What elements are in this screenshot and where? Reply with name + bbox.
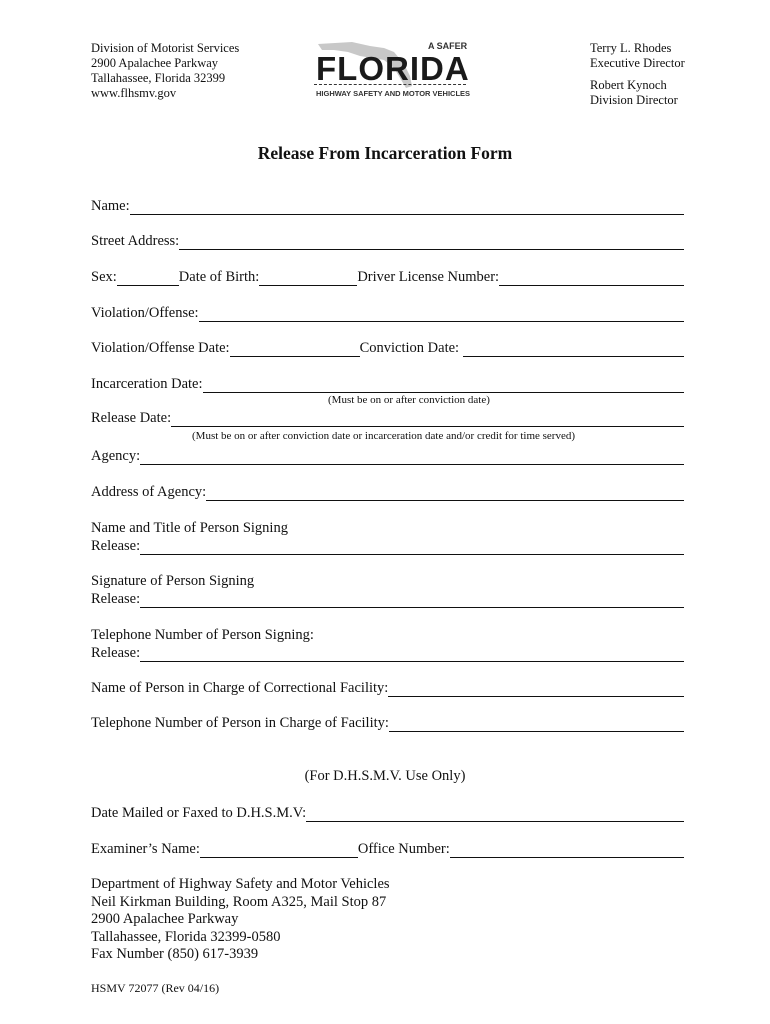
signer-name-label: Name and Title of Person Signing <box>91 520 288 536</box>
agency-label: Agency: <box>91 448 141 464</box>
dob-field[interactable] <box>259 272 357 286</box>
facility-phone-field[interactable] <box>389 718 684 732</box>
division-director-block <box>590 78 678 108</box>
conviction-date-field[interactable] <box>463 343 684 357</box>
release-date-label: Release Date: <box>91 410 172 426</box>
signer-signature-label: Signature of Person Signing <box>91 573 255 589</box>
date-mailed-label: Date Mailed or Faxed to D.H.S.M.V: <box>91 805 307 821</box>
release-note: (Must be on or after conviction date or incarceration date and/or credit for time served) <box>192 430 576 442</box>
header-line: Division of Motorist Services <box>91 41 240 55</box>
address-line: Tallahassee, Florida 32399-0580 <box>91 928 281 945</box>
signer-name-release-label: Release: <box>91 538 141 554</box>
facility-phone-row <box>91 715 684 732</box>
header-line: 2900 Apalachee Parkway <box>91 56 219 70</box>
address-line: Neil Kirkman Building, Room A325, Mail Stop 87 <box>91 893 387 910</box>
agency-address-block <box>91 41 239 101</box>
header-line: www.flhsmv.gov <box>91 86 177 100</box>
dob-label: Date of Birth: <box>178 269 260 285</box>
address-line: Department of Highway Safety and Motor Vehicles <box>91 876 390 892</box>
form-number: HSMV 72077 (Rev 04/16) <box>91 981 220 995</box>
street-label: Street Address: <box>91 233 180 249</box>
agency-field[interactable] <box>140 451 684 465</box>
header-line: Robert Kynoch <box>590 78 667 92</box>
office-number-label: Office Number: <box>357 841 450 857</box>
facility-person-label: Name of Person in Charge of Correctional Facility: <box>91 680 389 696</box>
incarceration-date-field[interactable] <box>203 379 685 393</box>
examiner-row <box>91 841 684 858</box>
violation-row <box>91 305 684 322</box>
signer-phone-row <box>91 645 684 662</box>
logo-tagline: A SAFER <box>428 41 468 51</box>
facility-person-field[interactable] <box>388 683 684 697</box>
agency-address-field[interactable] <box>206 487 684 501</box>
violation-date-field[interactable] <box>230 343 360 357</box>
driver-license-field[interactable] <box>499 272 684 286</box>
florida-logo <box>312 38 471 106</box>
signer-phone-label: Telephone Number of Person Signing: <box>91 627 314 643</box>
header-line: Terry L. Rhodes <box>590 41 672 55</box>
signer-signature-field[interactable] <box>140 594 684 608</box>
form-title: Release From Incarceration Form <box>257 143 513 163</box>
logo-wordmark: FLORIDA <box>316 50 470 87</box>
examiner-label: Examiner’s Name: <box>91 841 200 857</box>
date-mailed-row <box>91 805 684 822</box>
sex-dob-dl-row <box>91 269 684 286</box>
signer-phone-field[interactable] <box>140 648 684 662</box>
address-line: 2900 Apalachee Parkway <box>91 911 239 927</box>
executive-director-block <box>590 41 685 71</box>
logo-subtitle: HIGHWAY SAFETY AND MOTOR VEHICLES <box>316 89 471 98</box>
address-line: Fax Number (850) 617-3939 <box>91 946 259 962</box>
incarceration-date-label: Incarceration Date: <box>91 376 203 392</box>
dhsmv-heading: (For D.H.S.M.V. Use Only) <box>304 768 466 784</box>
agency-address-row <box>91 484 684 501</box>
release-date-field[interactable] <box>171 413 684 427</box>
date-mailed-field[interactable] <box>306 808 684 822</box>
conviction-date-label: Conviction Date: <box>359 340 460 356</box>
header-line: Executive Director <box>590 56 685 70</box>
incarceration-date-row <box>91 376 684 393</box>
violation-field[interactable] <box>199 308 684 322</box>
signer-phone-release-label: Release: <box>91 645 141 661</box>
violation-date-label: Violation/Offense Date: <box>91 340 230 356</box>
header-line: Division Director <box>590 93 678 107</box>
facility-person-row <box>91 680 684 697</box>
name-field[interactable] <box>130 201 684 215</box>
release-date-row <box>91 410 684 427</box>
mailing-address <box>91 876 390 964</box>
dl-label: Driver License Number: <box>357 269 500 285</box>
header-line: Tallahassee, Florida 32399 <box>91 71 226 85</box>
signer-name-row <box>91 538 684 555</box>
agency-address-label: Address of Agency: <box>91 484 207 500</box>
facility-phone-label: Telephone Number of Person in Charge of Facility: <box>91 715 389 731</box>
street-row <box>91 233 684 250</box>
incarceration-note: (Must be on or after conviction date) <box>328 394 490 406</box>
violation-date-row <box>91 340 684 357</box>
name-label: Name: <box>91 198 130 214</box>
name-row <box>91 198 684 215</box>
logo-divider <box>314 84 466 85</box>
office-number-field[interactable] <box>450 844 684 858</box>
examiner-field[interactable] <box>200 844 358 858</box>
sex-field[interactable] <box>117 272 179 286</box>
sex-label: Sex: <box>91 269 117 285</box>
street-address-field[interactable] <box>179 236 684 250</box>
violation-label: Violation/Offense: <box>91 305 199 321</box>
agency-row <box>91 448 684 465</box>
signer-name-field[interactable] <box>140 541 684 555</box>
signer-signature-release-label: Release: <box>91 591 141 607</box>
signer-signature-row <box>91 591 684 608</box>
